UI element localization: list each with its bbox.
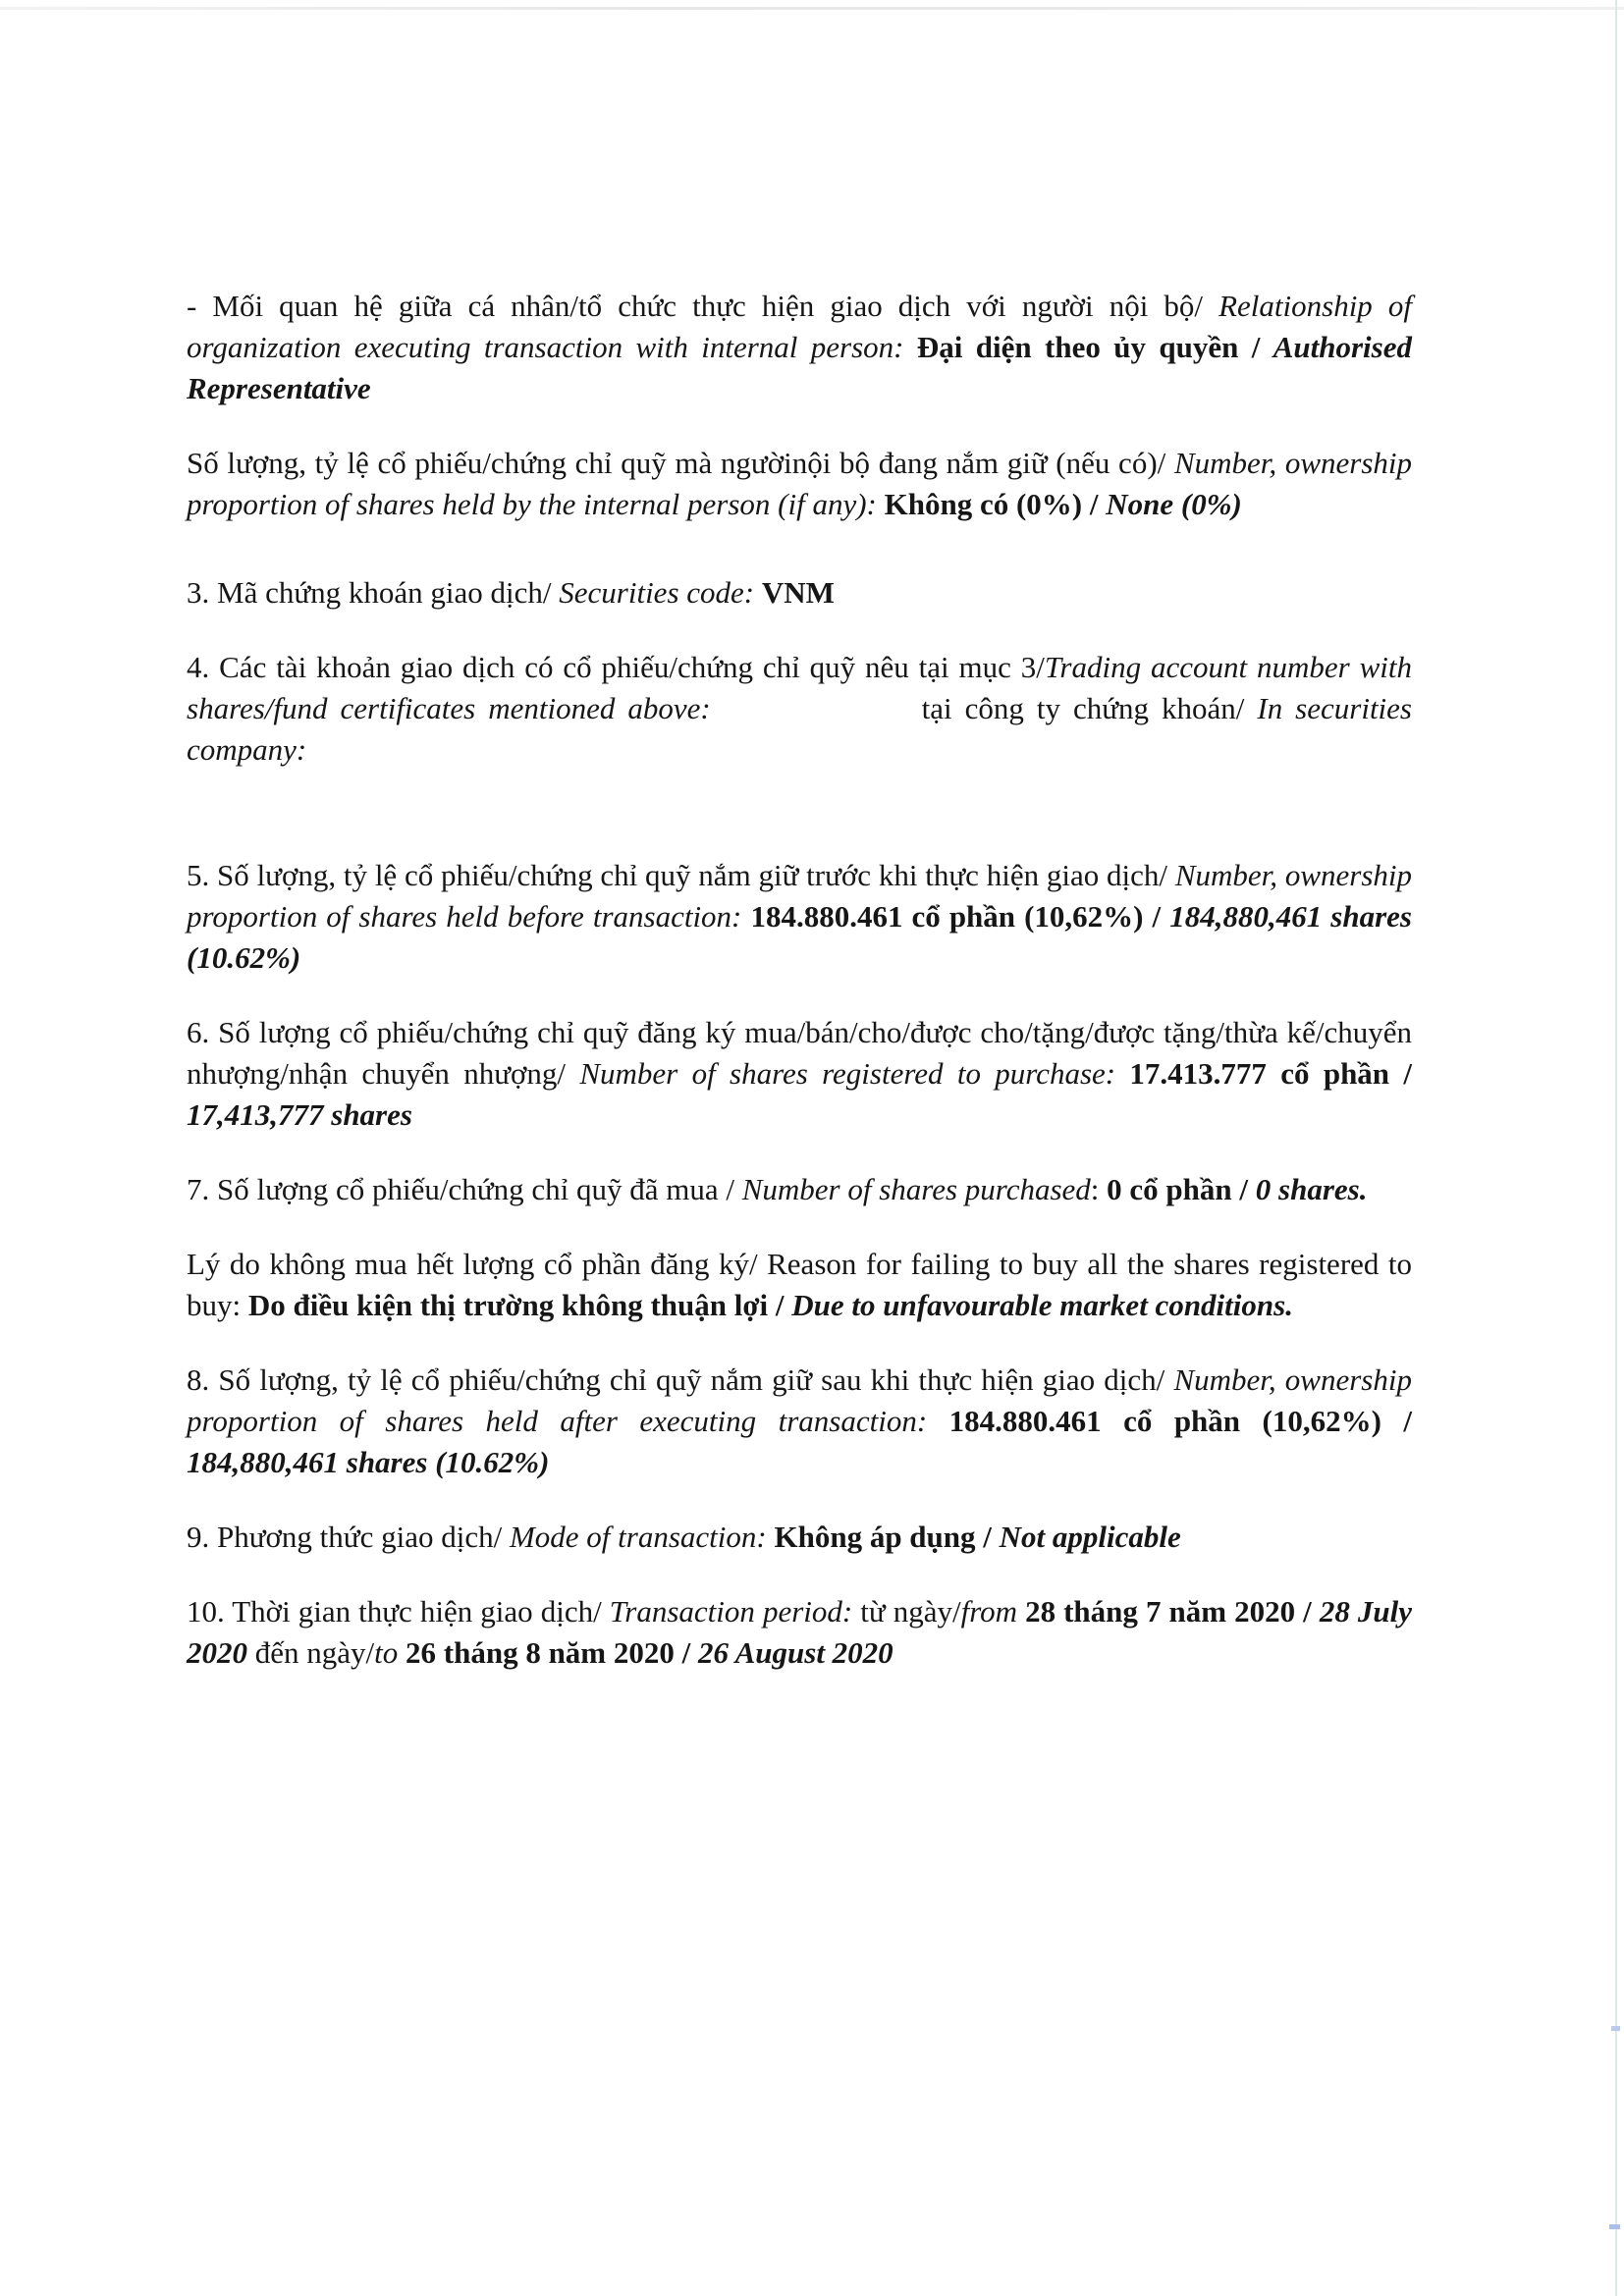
english-label: Mode of transaction: <box>509 1520 775 1554</box>
english-label: Securities code: <box>559 575 762 610</box>
value-english: Authorised Representative <box>187 330 1412 405</box>
document-body <box>187 286 1412 1674</box>
english-label: Relationship of organization executing transaction with internal person: <box>187 289 1412 364</box>
value-vietnamese: 0 cổ phần / <box>1107 1172 1256 1206</box>
vietnamese-label: 8. Số lượng, tỷ lệ cổ phiếu/chứng chỉ quỹ nắm giữ sau khi thực hiện giao dịch/ <box>187 1362 1174 1397</box>
para-item-8-shares-after-transaction <box>187 1360 1412 1483</box>
para-item-5-shares-before-transaction <box>187 855 1412 979</box>
from-date-vietnamese: 28 tháng 7 năm 2020 / <box>1025 1594 1320 1629</box>
value-vietnamese: 17.413.777 cổ phần / <box>1129 1056 1412 1091</box>
value-vietnamese: Do điều kiện thị trường không thuận lợi / <box>247 1288 792 1322</box>
colon: : <box>1090 1172 1108 1206</box>
vietnamese-label: - Mối quan hệ giữa cá nhân/tổ chức thực hiện giao dịch với người nội bộ/ <box>187 289 1219 323</box>
to-date-vietnamese: 26 tháng 8 năm 2020 / <box>406 1635 698 1670</box>
english-label: Transaction period: <box>609 1594 861 1629</box>
value-english: None (0%) <box>1106 487 1242 521</box>
para-relationship <box>187 286 1412 409</box>
english-label: Number of shares purchased <box>741 1172 1091 1206</box>
english-label: Number, ownership proportion of shares held after executing transaction: <box>187 1362 1412 1438</box>
value-english: 184,880,461 shares (10.62%) <box>187 899 1412 975</box>
para-shares-held-by-internal-person <box>187 443 1412 525</box>
vietnamese-label: tại công ty chứng khoán/ <box>921 691 1258 725</box>
para-item-4-trading-account <box>187 647 1412 771</box>
value-vietnamese: Đại diện theo ủy quyền / <box>916 330 1273 364</box>
vietnamese-label: 4. Các tài khoản giao dịch có cổ phiếu/chứng chỉ quỹ nêu tại mục 3/ <box>187 650 1045 684</box>
vietnamese-label: Số lượng, tỷ lệ cổ phiếu/chứng chỉ quỹ mà ngườinội bộ đang nắm giữ (nếu có)/ <box>187 446 1174 480</box>
english-label: Number, ownership proportion of shares held before transaction: <box>187 858 1412 934</box>
english-label: In securities company: <box>187 691 1412 767</box>
scan-artifact-right-line <box>1615 0 1617 2296</box>
vietnamese-label: 5. Số lượng, tỷ lệ cổ phiếu/chứng chỉ quỹ nắm giữ trước khi thực hiện giao dịch/ <box>187 858 1175 892</box>
to-label-english: to <box>374 1635 406 1670</box>
value-english: Not applicable <box>999 1520 1181 1554</box>
value-english: 184,880,461 shares (10.62%) <box>187 1445 550 1479</box>
english-label: Trading account number with shares/fund certificates mentioned above: <box>187 650 1412 725</box>
value-vietnamese: Không áp dụng / <box>774 1520 1000 1554</box>
from-label-english: from <box>960 1594 1026 1629</box>
scan-artifact-top-line <box>0 7 1624 10</box>
para-item-3-securities-code <box>187 572 1412 614</box>
value-vietnamese: 184.880.461 cổ phần (10,62%) / <box>948 1404 1412 1438</box>
scan-artifact-tick <box>1611 2026 1620 2031</box>
securities-code-value: VNM <box>761 575 835 610</box>
para-item-9-mode-of-transaction <box>187 1517 1412 1558</box>
bilingual-label: Lý do không mua hết lượng cổ phần đăng ký/ Reason for failing to buy all the shares registered to buy: <box>187 1247 1412 1322</box>
para-reason-not-fully-purchased <box>187 1244 1412 1326</box>
value-english: 0 shares. <box>1255 1172 1368 1206</box>
para-item-6-shares-registered <box>187 1012 1412 1136</box>
value-vietnamese: Không có (0%) / <box>884 487 1107 521</box>
value-vietnamese: 184.880.461 cổ phần (10,62%) / <box>750 899 1170 934</box>
empty-line <box>187 804 1412 822</box>
para-item-10-transaction-period <box>187 1591 1412 1674</box>
vietnamese-label: 9. Phương thức giao dịch/ <box>187 1520 510 1554</box>
from-date-english: 28 July 2020 <box>187 1594 1412 1670</box>
to-label-vietnamese: đến ngày/ <box>254 1635 375 1670</box>
value-english: Due to unfavourable market conditions. <box>791 1288 1293 1322</box>
vietnamese-label: 3. Mã chứng khoán giao dịch/ <box>187 575 560 610</box>
vietnamese-label: 7. Số lượng cổ phiếu/chứng chỉ quỹ đã mua / <box>187 1172 742 1206</box>
para-item-7-shares-purchased <box>187 1169 1412 1210</box>
scan-artifact-tick <box>1609 2224 1620 2229</box>
from-label-vietnamese: từ ngày/ <box>860 1594 961 1629</box>
to-date-english: 26 August 2020 <box>698 1635 893 1670</box>
vietnamese-label: 10. Thời gian thực hiện giao dịch/ <box>187 1594 610 1629</box>
english-label: Number, ownership proportion of shares held by the internal person (if any): <box>187 446 1412 521</box>
value-english: 17,413,777 shares <box>187 1097 412 1132</box>
english-label: Number of shares registered to purchase: <box>579 1056 1130 1091</box>
vietnamese-label: 6. Số lượng cổ phiếu/chứng chỉ quỹ đăng ký mua/bán/cho/được cho/tặng/được tặng/thừa kế/chuyển nhượng/nhận chuyển nhượng/ <box>187 1015 1412 1091</box>
